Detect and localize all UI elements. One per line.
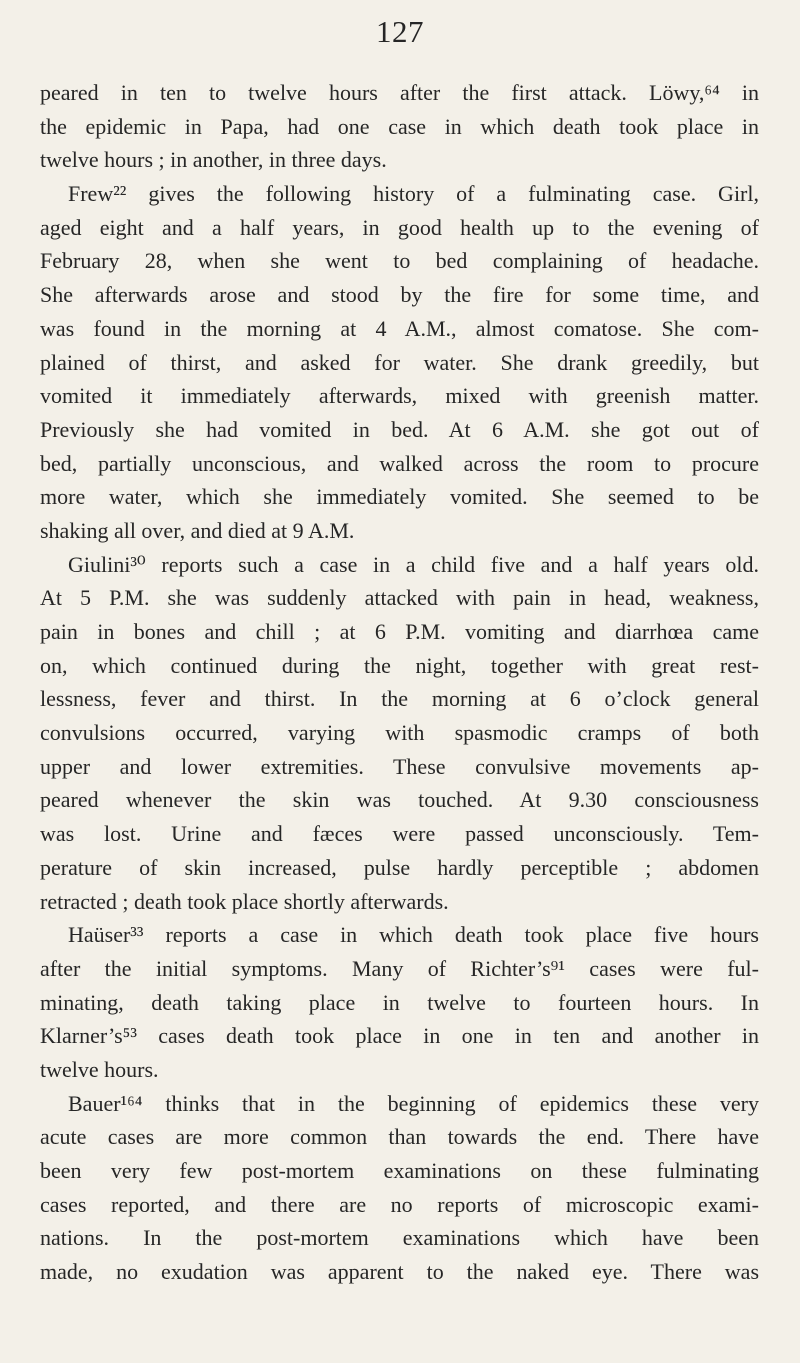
text-line: minating, death taking place in twelve to fourteen hours. In [40,989,759,1015]
text-line: plained of thirst, and asked for water. She drank greedily, but [40,349,759,375]
text-line: upper and lower extremities. These convulsive movements ap- [40,753,759,779]
text-line: shaking all over, and died at 9 A.M. [40,517,355,543]
text-line: twelve hours ; in another, in three days. [40,147,387,173]
text-line: the epidemic in Papa, had one case in which death took place in [40,113,759,139]
text-line: Previously she had vomited in bed. At 6 A.M. she got out of [40,416,759,442]
text-line: cases reported, and there are no reports of microscopic exami- [40,1191,759,1217]
text-line: February 28, when she went to bed complaining of headache. [40,248,759,274]
text-line: retracted ; death took place shortly afterwards. [40,888,449,914]
text-line: perature of skin increased, pulse hardly perceptible ; abdomen [40,854,759,880]
text-line: Frew²² gives the following history of a fulminating case. Girl, [68,181,759,207]
text-line: was found in the morning at 4 A.M., almost comatose. She com- [40,315,759,341]
text-line: pain in bones and chill ; at 6 P.M. vomiting and diarrhœa came [40,619,759,644]
text-line: nations. In the post-mortem examinations which have been [40,1225,759,1251]
body-text [40,76,759,1289]
text-line: Klarner’s⁵³ cases death took place in one in ten and another in [40,1023,759,1049]
text-line: convulsions occurred, varying with spasmodic cramps of both [40,720,759,746]
text-line: Giulini³⁰ reports such a case in a child five and a half years old. [68,551,759,577]
text-line: vomited it immediately afterwards, mixed with greenish matter. [40,383,759,409]
text-line: aged eight and a half years, in good health up to the evening of [40,214,759,240]
text-line: was lost. Urine and fæces were passed unconsciously. Tem- [40,821,759,847]
text-line: twelve hours. [40,1056,159,1082]
text-line: peared in ten to twelve hours after the first attack. Löwy,⁶⁴ in [40,80,759,105]
text-line: after the initial symptoms. Many of Richter’s⁹¹ cases were ful- [40,955,759,981]
text-line: At 5 P.M. she was suddenly attacked with pain in head, weakness, [40,585,759,611]
text-line: made, no exudation was apparent to the naked eye. There was [40,1259,759,1285]
page-number: 127 [376,14,424,49]
text-line: She afterwards arose and stood by the fire for some time, and [40,282,759,308]
text-line: peared whenever the skin was touched. At 9.30 consciousness [40,787,759,813]
text-line: on, which continued during the night, together with great rest- [40,652,759,678]
text-line: Bauer¹⁶⁴ thinks that in the beginning of epidemics these very [68,1090,759,1116]
text-line: acute cases are more common than towards the end. There have [40,1124,759,1150]
text-line: been very few post-mortem examinations on these fulminating [40,1158,759,1183]
text-line: Haüser³³ reports a case in which death took place five hours [68,922,759,948]
text-line: lessness, fever and thirst. In the morning at 6 o’clock general [40,686,759,712]
text-line: bed, partially unconscious, and walked across the room to procure [40,450,759,476]
text-line: more water, which she immediately vomited. She seemed to be [40,484,759,510]
